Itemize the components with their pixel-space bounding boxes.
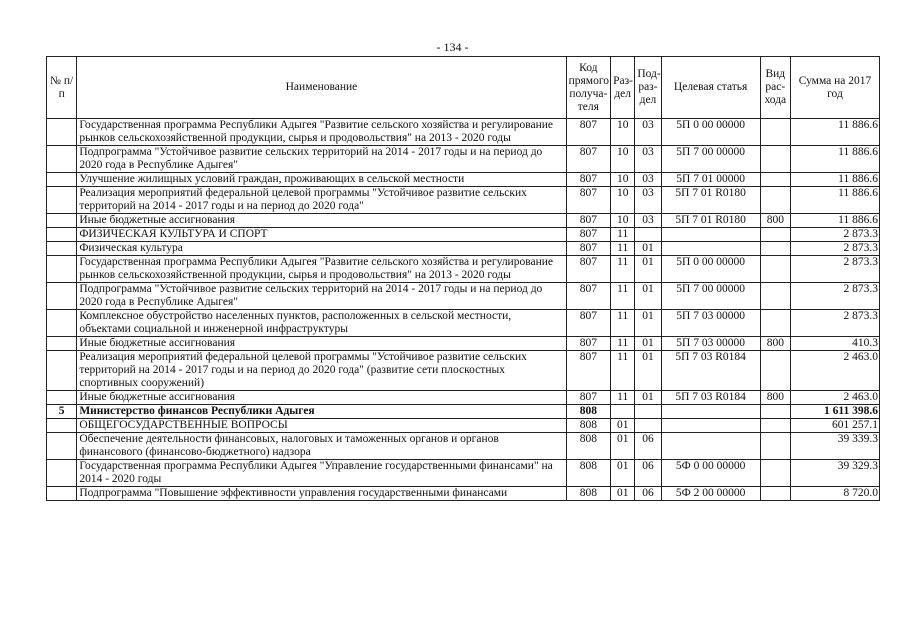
cell-code: 807 bbox=[566, 351, 610, 391]
cell-subsection bbox=[635, 419, 661, 433]
cell-expense-type bbox=[760, 351, 790, 391]
cell-section: 11 bbox=[611, 391, 635, 405]
cell-num bbox=[47, 419, 77, 433]
table-row bbox=[47, 173, 880, 187]
cell-num bbox=[47, 337, 77, 351]
cell-amount: 2 463.0 bbox=[790, 351, 879, 391]
cell-expense-type bbox=[760, 146, 790, 173]
cell-name: Комплексное обустройство населенных пунктов, расположенных в сельской местности, объектами социальной и инженерной инфраструктуры bbox=[77, 310, 566, 337]
cell-code: 807 bbox=[566, 119, 610, 146]
cell-code: 807 bbox=[566, 310, 610, 337]
cell-target bbox=[661, 433, 760, 460]
cell-code: 807 bbox=[566, 214, 610, 228]
cell-expense-type: 800 bbox=[760, 391, 790, 405]
cell-amount: 11 886.6 bbox=[790, 119, 879, 146]
cell-name: Министерство финансов Республики Адыгея bbox=[77, 405, 566, 419]
cell-section: 11 bbox=[611, 351, 635, 391]
cell-subsection: 03 bbox=[635, 214, 661, 228]
table-row bbox=[47, 283, 880, 310]
cell-num bbox=[47, 214, 77, 228]
cell-subsection: 03 bbox=[635, 187, 661, 214]
table-row bbox=[47, 146, 880, 173]
cell-section: 11 bbox=[611, 242, 635, 256]
cell-amount: 39 339.3 bbox=[790, 433, 879, 460]
cell-section: 11 bbox=[611, 310, 635, 337]
header-code: Код прямого получа-теля bbox=[566, 57, 610, 119]
cell-section: 10 bbox=[611, 119, 635, 146]
cell-amount: 11 886.6 bbox=[790, 214, 879, 228]
cell-expense-type bbox=[760, 487, 790, 501]
cell-code: 807 bbox=[566, 391, 610, 405]
cell-amount: 11 886.6 bbox=[790, 187, 879, 214]
table-row bbox=[47, 405, 880, 419]
header-expense-type: Вид рас-хода bbox=[760, 57, 790, 119]
cell-amount: 2 873.3 bbox=[790, 242, 879, 256]
cell-target: 5П 7 01 00000 bbox=[661, 173, 760, 187]
cell-subsection: 03 bbox=[635, 173, 661, 187]
table-row bbox=[47, 256, 880, 283]
cell-code: 807 bbox=[566, 146, 610, 173]
cell-num bbox=[47, 187, 77, 214]
cell-num bbox=[47, 391, 77, 405]
cell-amount: 2 873.3 bbox=[790, 310, 879, 337]
cell-amount: 410.3 bbox=[790, 337, 879, 351]
cell-subsection: 01 bbox=[635, 310, 661, 337]
cell-expense-type bbox=[760, 256, 790, 283]
cell-amount: 8 720.0 bbox=[790, 487, 879, 501]
cell-expense-type bbox=[760, 310, 790, 337]
cell-expense-type bbox=[760, 228, 790, 242]
cell-num bbox=[47, 487, 77, 501]
cell-code: 808 bbox=[566, 405, 610, 419]
cell-amount: 2 873.3 bbox=[790, 256, 879, 283]
cell-subsection bbox=[635, 405, 661, 419]
table-row bbox=[47, 460, 880, 487]
cell-name: Физическая культура bbox=[77, 242, 566, 256]
cell-subsection: 01 bbox=[635, 256, 661, 283]
cell-subsection: 01 bbox=[635, 351, 661, 391]
table-row bbox=[47, 433, 880, 460]
cell-subsection bbox=[635, 228, 661, 242]
table-row bbox=[47, 487, 880, 501]
cell-target bbox=[661, 228, 760, 242]
header-section: Раз-дел bbox=[611, 57, 635, 119]
cell-section: 01 bbox=[611, 419, 635, 433]
cell-expense-type bbox=[760, 283, 790, 310]
cell-target bbox=[661, 419, 760, 433]
cell-section: 11 bbox=[611, 337, 635, 351]
table-row bbox=[47, 242, 880, 256]
cell-subsection: 01 bbox=[635, 242, 661, 256]
cell-num bbox=[47, 146, 77, 173]
cell-expense-type bbox=[760, 119, 790, 146]
cell-section: 10 bbox=[611, 187, 635, 214]
cell-target: 5П 7 03 R0184 bbox=[661, 391, 760, 405]
budget-table bbox=[46, 56, 880, 501]
cell-section: 10 bbox=[611, 146, 635, 173]
cell-amount: 11 886.6 bbox=[790, 173, 879, 187]
cell-expense-type: 800 bbox=[760, 214, 790, 228]
page-number: - 134 - bbox=[436, 40, 469, 54]
header-name: Наименование bbox=[77, 57, 566, 119]
table-row bbox=[47, 337, 880, 351]
cell-expense-type bbox=[760, 242, 790, 256]
cell-name: Обеспечение деятельности финансовых, налоговых и таможенных органов и органов финансового (финансово-бюджетного) надзора bbox=[77, 433, 566, 460]
cell-name: ФИЗИЧЕСКАЯ КУЛЬТУРА И СПОРТ bbox=[77, 228, 566, 242]
cell-amount: 11 886.6 bbox=[790, 146, 879, 173]
table-body bbox=[47, 119, 880, 501]
cell-num bbox=[47, 228, 77, 242]
cell-subsection: 03 bbox=[635, 119, 661, 146]
cell-name: Улучшение жилищных условий граждан, проживающих в сельской местности bbox=[77, 173, 566, 187]
table-row bbox=[47, 351, 880, 391]
cell-code: 807 bbox=[566, 173, 610, 187]
cell-section: 11 bbox=[611, 256, 635, 283]
cell-amount: 1 611 398.6 bbox=[790, 405, 879, 419]
cell-num bbox=[47, 351, 77, 391]
cell-code: 808 bbox=[566, 419, 610, 433]
cell-num bbox=[47, 242, 77, 256]
cell-num bbox=[47, 173, 77, 187]
cell-name: Иные бюджетные ассигнования bbox=[77, 391, 566, 405]
cell-num bbox=[47, 433, 77, 460]
cell-subsection: 01 bbox=[635, 283, 661, 310]
cell-code: 807 bbox=[566, 187, 610, 214]
cell-target: 5П 7 00 00000 bbox=[661, 146, 760, 173]
cell-target: 5П 7 00 00000 bbox=[661, 283, 760, 310]
cell-amount: 601 257.1 bbox=[790, 419, 879, 433]
cell-code: 807 bbox=[566, 337, 610, 351]
cell-target: 5П 7 01 R0180 bbox=[661, 214, 760, 228]
header-num: № п/п bbox=[47, 57, 77, 119]
header-target: Целевая статья bbox=[661, 57, 760, 119]
cell-expense-type bbox=[760, 187, 790, 214]
cell-num bbox=[47, 256, 77, 283]
cell-target: 5П 7 03 00000 bbox=[661, 310, 760, 337]
cell-target: 5Ф 0 00 00000 bbox=[661, 460, 760, 487]
cell-amount: 2 873.3 bbox=[790, 283, 879, 310]
cell-name: Реализация мероприятий федеральной целевой программы "Устойчивое развитие сельских территорий на 2014 - 2017 годы и на период до 2020 года" (развитие сети плоскостных спортивных сооружений) bbox=[77, 351, 566, 391]
cell-num bbox=[47, 283, 77, 310]
cell-section: 10 bbox=[611, 173, 635, 187]
cell-expense-type bbox=[760, 405, 790, 419]
cell-name: Подпрограмма "Повышение эффективности управления государственными финансами bbox=[77, 487, 566, 501]
cell-section: 01 bbox=[611, 460, 635, 487]
cell-subsection: 06 bbox=[635, 433, 661, 460]
cell-subsection: 01 bbox=[635, 391, 661, 405]
table-header-row bbox=[47, 57, 880, 119]
cell-name: Государственная программа Республики Адыгея "Управление государственными финансами" на 2014 - 2020 годы bbox=[77, 460, 566, 487]
cell-name: Реализация мероприятий федеральной целевой программы "Устойчивое развитие сельских территорий на 2014 - 2017 годы и на период до 2020 года" bbox=[77, 187, 566, 214]
cell-subsection: 06 bbox=[635, 487, 661, 501]
cell-num bbox=[47, 460, 77, 487]
cell-target bbox=[661, 242, 760, 256]
cell-code: 808 bbox=[566, 460, 610, 487]
cell-name: Иные бюджетные ассигнования bbox=[77, 337, 566, 351]
cell-target: 5П 0 00 00000 bbox=[661, 256, 760, 283]
cell-code: 808 bbox=[566, 487, 610, 501]
cell-subsection: 06 bbox=[635, 460, 661, 487]
cell-subsection: 01 bbox=[635, 337, 661, 351]
cell-num: 5 bbox=[47, 405, 77, 419]
cell-subsection: 03 bbox=[635, 146, 661, 173]
cell-section: 11 bbox=[611, 283, 635, 310]
cell-target: 5П 7 03 R0184 bbox=[661, 351, 760, 391]
table-row bbox=[47, 419, 880, 433]
cell-num bbox=[47, 310, 77, 337]
cell-expense-type: 800 bbox=[760, 337, 790, 351]
cell-code: 807 bbox=[566, 283, 610, 310]
cell-name: ОБЩЕГОСУДАРСТВЕННЫЕ ВОПРОСЫ bbox=[77, 419, 566, 433]
cell-target: 5П 0 00 00000 bbox=[661, 119, 760, 146]
cell-expense-type bbox=[760, 433, 790, 460]
cell-code: 808 bbox=[566, 433, 610, 460]
cell-target: 5П 7 01 R0180 bbox=[661, 187, 760, 214]
cell-amount: 2 463.0 bbox=[790, 391, 879, 405]
cell-name: Государственная программа Республики Адыгея "Развитие сельского хозяйства и регулирование рынков сельскохозяйственной продукции, сырья и продовольствия" на 2013 - 2020 годы bbox=[77, 119, 566, 146]
table-row bbox=[47, 391, 880, 405]
cell-expense-type bbox=[760, 460, 790, 487]
cell-code: 807 bbox=[566, 256, 610, 283]
header-amount: Сумма на 2017 год bbox=[790, 57, 879, 119]
cell-expense-type bbox=[760, 419, 790, 433]
cell-section: 10 bbox=[611, 214, 635, 228]
cell-section: 01 bbox=[611, 433, 635, 460]
cell-section bbox=[611, 405, 635, 419]
cell-target: 5Ф 2 00 00000 bbox=[661, 487, 760, 501]
cell-code: 807 bbox=[566, 228, 610, 242]
cell-expense-type bbox=[760, 173, 790, 187]
cell-target: 5П 7 03 00000 bbox=[661, 337, 760, 351]
table-row bbox=[47, 310, 880, 337]
header-subsection: Под-раз-дел bbox=[635, 57, 661, 119]
cell-code: 807 bbox=[566, 242, 610, 256]
table-row bbox=[47, 228, 880, 242]
cell-amount: 2 873.3 bbox=[790, 228, 879, 242]
cell-section: 01 bbox=[611, 487, 635, 501]
cell-num bbox=[47, 119, 77, 146]
cell-section: 11 bbox=[611, 228, 635, 242]
table-row bbox=[47, 214, 880, 228]
table-row bbox=[47, 187, 880, 214]
cell-amount: 39 329.3 bbox=[790, 460, 879, 487]
table-row bbox=[47, 119, 880, 146]
cell-target bbox=[661, 405, 760, 419]
cell-name: Государственная программа Республики Адыгея "Развитие сельского хозяйства и регулирование рынков сельскохозяйственной продукции, сырья и продовольствия" на 2013 - 2020 годы bbox=[77, 256, 566, 283]
cell-name: Иные бюджетные ассигнования bbox=[77, 214, 566, 228]
cell-name: Подпрограмма "Устойчивое развитие сельских территорий на 2014 - 2017 годы и на период до 2020 года в Республике Адыгея" bbox=[77, 146, 566, 173]
cell-name: Подпрограмма "Устойчивое развитие сельских территорий на 2014 - 2017 годы и на период до 2020 года в Республике Адыгея" bbox=[77, 283, 566, 310]
